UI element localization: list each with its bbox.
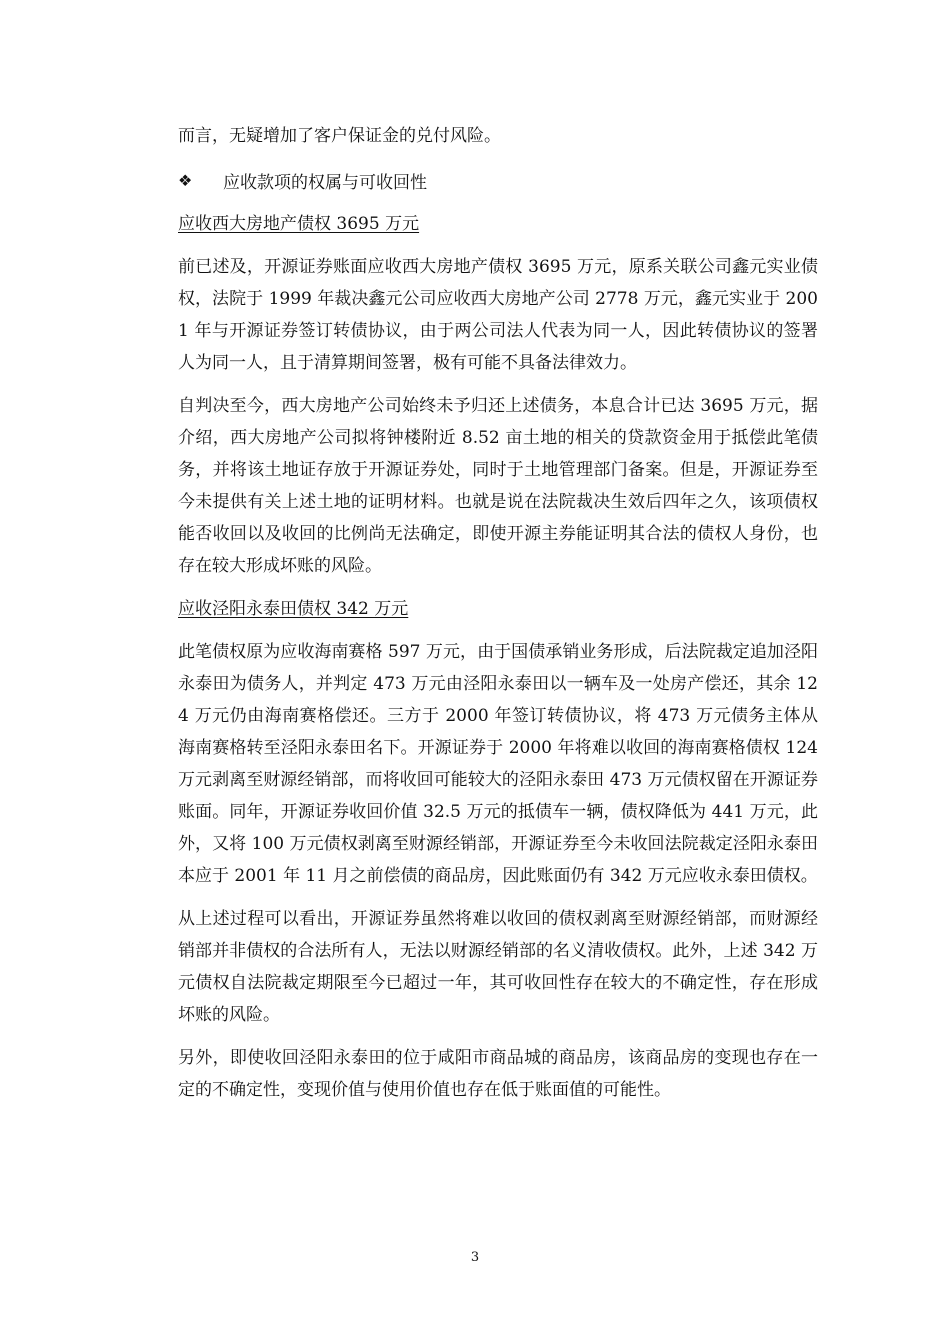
page-number: 3 xyxy=(470,1250,480,1265)
subheading-yongtaitian-claim: 应收泾阳永泰田债权 342 万元 xyxy=(178,599,409,619)
subheading-xida-claim: 应收西大房地产债权 3695 万元 xyxy=(178,214,420,234)
diamond-bullet-icon: ❖ xyxy=(178,170,193,190)
intro-fragment: 而言，无疑增加了客户保证金的兑付风险。 xyxy=(178,126,501,146)
paragraph: 另外，即使收回泾阳永泰田的位于咸阳市商品城的商品房，该商品房的变现也存在一定的不确定性，变现价值与使用价值也存在低于账面值的可能性。 xyxy=(178,1048,818,1100)
section-heading xyxy=(178,164,818,196)
paragraph: 从上述过程可以看出，开源证券虽然将难以收回的债权剥离至财源经销部，而财源经销部并非债权的合法所有人，无法以财源经销部的名义清收债权。此外，上述 342 万元债权自法院裁定期限至今已超过一年，其可收回性存在较大的不确定性，存在形成坏账的风险。 xyxy=(178,909,818,1025)
page-body xyxy=(178,120,818,1117)
paragraph: 自判决至今，西大房地产公司始终未予归还上述债务，本息合计已达 3695 万元，据介绍，西大房地产公司拟将钟楼附近 8.52 亩土地的相关的贷款资金用于抵偿此笔债务，并将该土地证存放于开源证券处，同时于土地管理部门备案。但是，开源证券至今未提供有关上述土地的证明材料。也就是说在法院裁决生效后四年之久，该项债权能否收回以及收回的比例尚无法确定，即使开源主券能证明其合法的债权人身份，也存在较大形成坏账的风险。 xyxy=(178,396,818,576)
paragraph: 前已述及，开源证券账面应收西大房地产债权 3695 万元，原系关联公司鑫元实业债权，法院于 1999 年裁决鑫元公司应收西大房地产公司 2778 万元，鑫元实业于 2001 年与开源证券签订转债协议，由于两公司法人代表为同一人，因此转债协议的签署人为同一人，且于清算期间签署，极有可能不具备法律效力。 xyxy=(178,257,818,373)
paragraph: 此笔债权原为应收海南赛格 597 万元，由于国债承销业务形成，后法院裁定追加泾阳永泰田为债务人，并判定 473 万元由泾阳永泰田以一辆车及一处房产偿还，其余 124 万元仍由海南赛格偿还。三方于 2000 年签订转债协议，将 473 万元债务主体从海南赛格转至泾阳永泰田名下。开源证券于 2000 年将难以收回的海南赛格债权 124 万元剥离至财源经销部，而将收回可能较大的泾阳永泰田 473 万元债权留在开源证券账面。同年，开源证券收回价值 32.5 万元的抵债车一辆，债权降低为 441 万元，此外，又将 100 万元债权剥离至财源经销部，开源证券至今未收回法院裁定泾阳永泰田本应于 2001 年 11 月之前偿债的商品房，因此账面仍有 342 万元应收永泰田债权。 xyxy=(178,642,818,886)
section-title: 应收款项的权属与可收回性 xyxy=(223,172,427,193)
